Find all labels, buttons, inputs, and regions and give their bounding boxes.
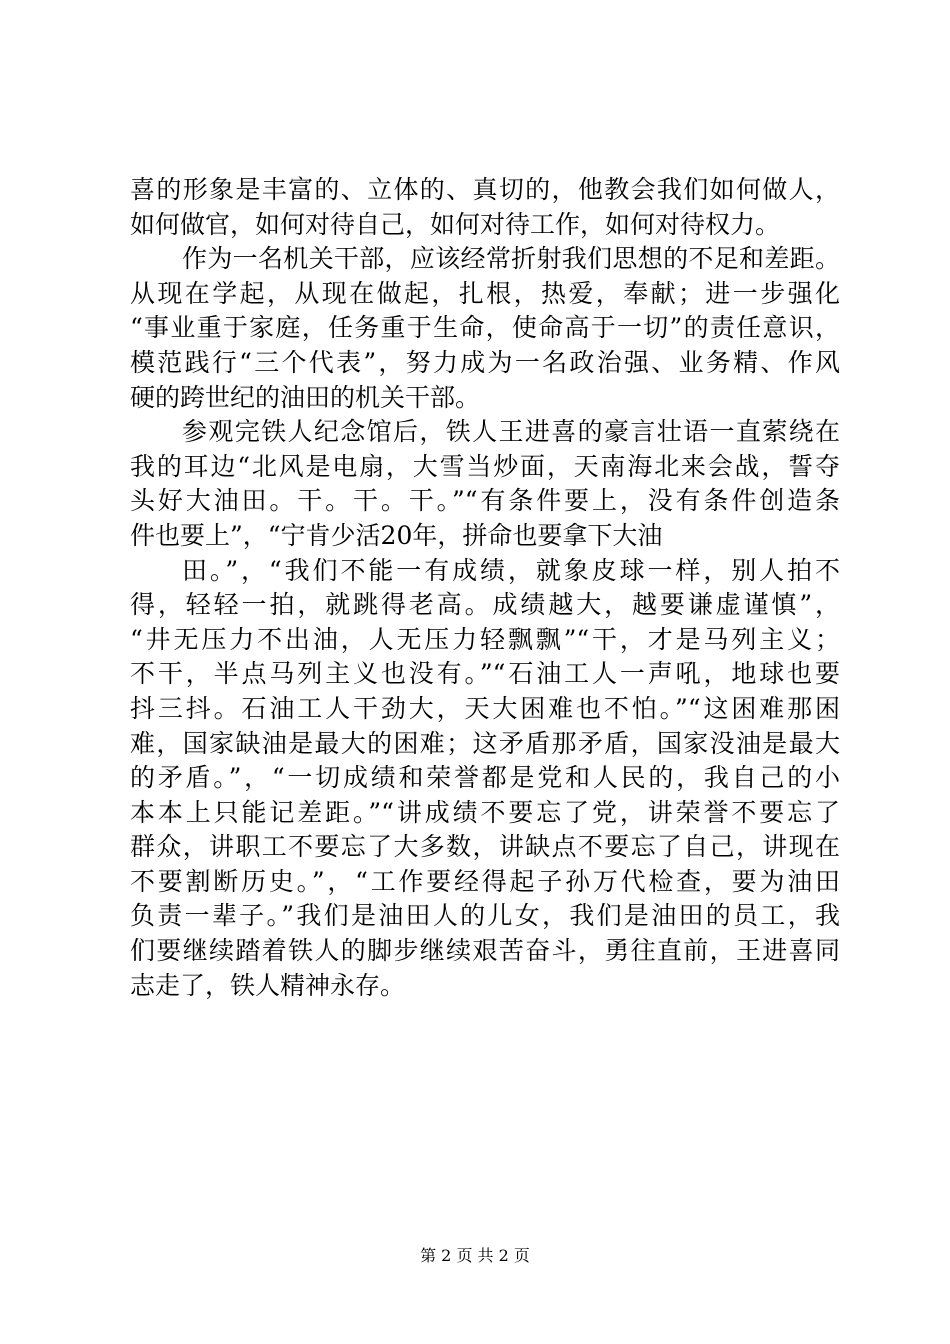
text-line: 负责一辈子。”我们是油田人的儿女，我们是油田的员工，我 [130, 901, 840, 931]
text-line: 不要割断历史。”，“工作要经得起子孙万代检查，要为油田 [130, 866, 840, 896]
text-line: 参观完铁人纪念馆后，铁人王进喜的豪言壮语一直萦绕在 [182, 417, 840, 447]
text-line: “井无压力不出油，人无压力轻飘飘”“干，才是马列主义； [130, 624, 840, 654]
text-line: 田。”，“我们不能一有成绩，就象皮球一样，别人拍不 [182, 555, 840, 585]
text-line: 抖三抖。石油工人干劲大，天大困难也不怕。”“这困难那困 [130, 693, 840, 723]
text-line: 从现在学起，从现在做起，扎根，热爱，奉献；进一步强化 [130, 278, 840, 308]
text-line: 不干，半点马列主义也没有。”“石油工人一声吼，地球也要 [130, 659, 840, 689]
text-line: 得，轻轻一拍，就跳得老高。成绩越大，越要谦虚谨慎”， [130, 590, 840, 620]
text-line: “事业重于家庭，任务重于生命，使命高于一切”的责任意识， [130, 313, 840, 343]
text-line: 的矛盾。”，“一切成绩和荣誉都是党和人民的，我自己的小 [130, 763, 840, 793]
text-line: 志走了，铁人精神永存。 [130, 970, 406, 1000]
text-line: 喜的形象是丰富的、立体的、真切的，他教会我们如何做人， [130, 175, 840, 204]
text-line: 群众，讲职工不要忘了大多数，讲缺点不要忘了自己，讲现在 [130, 832, 840, 862]
text-line: 件也要上”，“宁肯少活20年，拼命也要拿下大油 [130, 520, 663, 550]
text-line: 模范践行“三个代表”，努力成为一名政治强、业务精、作风 [130, 347, 840, 377]
text-line: 们要继续踏着铁人的脚步继续艰苦奋斗，勇往直前，王进喜同 [130, 936, 840, 966]
page-footer: 第 2 页 共 2 页 [420, 1246, 530, 1265]
text-line: 如何做官，如何对待自己，如何对待工作，如何对待权力。 [130, 209, 781, 239]
text-line: 我的耳边“北风是电扇，大雪当炒面，天南海北来会战，誓夺 [130, 451, 840, 481]
text-line: 本本上只能记差距。”“讲成绩不要忘了党，讲荣誉不要忘了 [130, 797, 840, 827]
document-body [130, 173, 840, 1003]
text-line: 硬的跨世纪的油田的机关干部。 [130, 382, 481, 412]
text-line: 头好大油田。干。干。干。”“有条件要上，没有条件创造条 [130, 486, 840, 516]
text-line: 难，国家缺油是最大的困难；这矛盾那矛盾，国家没油是最大 [130, 728, 840, 758]
text-line: 作为一名机关干部，应该经常折射我们思想的不足和差距。 [182, 244, 840, 274]
